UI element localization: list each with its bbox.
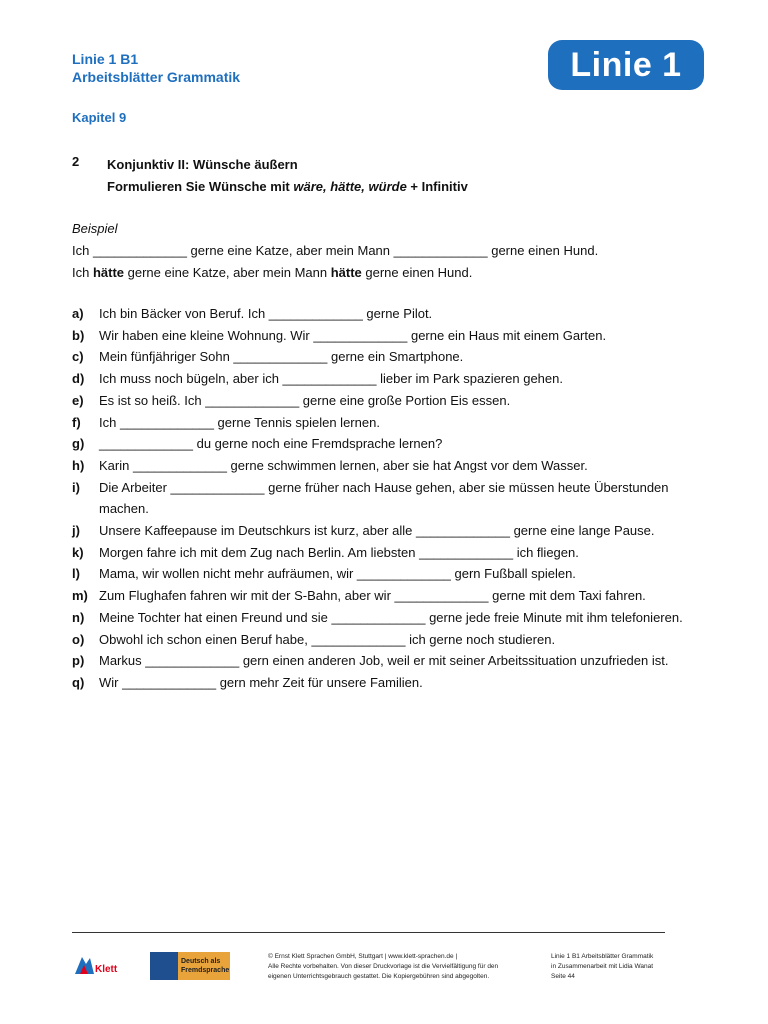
klett-logo — [72, 952, 124, 980]
exercise-item — [72, 650, 712, 672]
exercise-text: Unsere Kaffeepause im Deutschkurs ist kurz, aber alle _____________ gerne eine lange Pause. — [99, 523, 655, 539]
example-block — [72, 218, 598, 284]
example-solution — [72, 262, 598, 284]
exercise-text: Obwohl ich schon einen Beruf habe, _____________ ich gerne noch studieren. — [99, 631, 556, 647]
linie-1-logo: Linie 1 — [548, 40, 704, 90]
exercise-item — [72, 346, 712, 368]
exercise-text: Es ist so heiß. Ich _____________ gerne eine große Portion Eis essen. — [99, 392, 511, 408]
footer-book-info — [551, 952, 691, 982]
exercise-text: Meine Tochter hat einen Freund und sie _____________ gerne jede freie Minute mit ihm telefonieren. — [99, 609, 683, 625]
solution-verb: hätte — [92, 265, 125, 280]
task-instruction — [107, 176, 468, 198]
exercise-item — [72, 390, 712, 412]
exercise-list — [72, 303, 712, 694]
klett-wordmark: Klett — [95, 964, 118, 975]
exercise-letter: h) — [72, 457, 85, 473]
exercise-item — [72, 585, 712, 607]
exercise-text: _____________ du gerne noch eine Fremdsprache lernen? — [99, 436, 443, 452]
exercise-letter: b) — [72, 327, 85, 343]
exercise-letter: n) — [72, 609, 85, 625]
chapter-label: Kapitel 9 — [72, 110, 127, 125]
solution-text: gerne eine Katze, aber mein Mann — [124, 265, 331, 280]
task-heading — [107, 154, 468, 198]
exercise-text: Zum Flughafen fahren wir mit der S-Bahn, aber wir _____________ gerne mit dem Taxi fahren. — [99, 588, 646, 604]
exercise-letter: a) — [72, 306, 84, 321]
exercise-item — [72, 303, 712, 325]
exercise-item — [72, 433, 712, 455]
exercise-item — [72, 520, 712, 542]
exercise-item — [72, 563, 712, 585]
daf-logo — [150, 952, 230, 980]
copyright-line: © Ernst Klett Sprachen GmbH, Stuttgart | www.klett-sprachen.de | — [268, 953, 458, 960]
example-label: Beispiel — [72, 221, 118, 236]
exercise-letter: l) — [72, 566, 80, 582]
exercise-item — [72, 412, 712, 434]
daf-label: Deutsch als Fremdsprache — [181, 958, 230, 974]
page-number: Seite 44 — [551, 973, 575, 980]
exercise-text: Mein fünfjähriger Sohn _____________ gerne ein Smartphone. — [99, 349, 464, 365]
exercise-item — [72, 455, 712, 477]
exercise-letter: p) — [72, 653, 85, 669]
exercise-letter: g) — [72, 436, 85, 452]
exercise-item — [72, 477, 712, 520]
exercise-item — [72, 607, 712, 629]
copyright-notice — [268, 952, 528, 982]
footer-book-title: Linie 1 B1 Arbeitsblätter Grammatik — [551, 953, 654, 960]
task-number: 2 — [72, 154, 80, 169]
solution-text: gerne einen Hund. — [361, 265, 473, 280]
exercise-letter: m) — [72, 588, 88, 604]
exercise-item — [72, 672, 712, 694]
instruction-italic-words: wäre, hätte, würde — [293, 179, 407, 194]
exercise-letter: i) — [72, 479, 80, 495]
exercise-letter: j) — [72, 523, 80, 539]
document-header — [72, 50, 240, 86]
exercise-item — [72, 542, 712, 564]
exercise-text: Mama, wir wollen nicht mehr aufräumen, wir _____________ gern Fußball spielen. — [99, 566, 576, 582]
copyright-line: eigenen Unterrichtsgebrauch gestattet. Die Kopiergebühren sind abgegolten. — [268, 973, 490, 980]
exercise-text: Ich bin Bäcker von Beruf. Ich _____________ gerne Pilot. — [99, 306, 433, 321]
footer-coauthor: in Zusammenarbeit mit Lidia Wanat — [551, 963, 653, 970]
solution-verb: hätte — [330, 265, 362, 280]
exercise-letter: o) — [72, 631, 85, 647]
worksheet-title: Arbeitsblätter Grammatik — [72, 69, 241, 85]
copyright-line: Alle Rechte vorbehalten. Von dieser Druckvorlage ist die Vervielfältigung für den — [268, 963, 499, 970]
exercise-letter: q) — [72, 674, 85, 690]
exercise-text: Markus _____________ gern einen anderen Job, weil er mit seiner Arbeitssituation unzufrieden ist. — [99, 653, 669, 669]
exercise-text: Die Arbeiter _____________ gerne früher nach Hause gehen, aber sie müssen heute Überstunden machen. — [99, 479, 669, 517]
exercise-letter: d) — [72, 371, 85, 387]
exercise-text: Karin _____________ gerne schwimmen lernen, aber sie hat Angst vor dem Wasser. — [99, 457, 588, 473]
instruction-text-end: + Infinitiv — [406, 179, 468, 194]
exercise-text: Wir haben eine kleine Wohnung. Wir _____________ gerne ein Haus mit einem Garten. — [99, 327, 607, 343]
exercise-letter: e) — [72, 392, 84, 408]
exercise-text: Wir _____________ gern mehr Zeit für unsere Familien. — [99, 674, 423, 690]
exercise-item — [72, 368, 712, 390]
instruction-text: Formulieren Sie Wünsche mit — [107, 179, 294, 194]
exercise-text: Ich muss noch bügeln, aber ich _____________ lieber im Park spazieren gehen. — [99, 371, 563, 387]
exercise-letter: c) — [72, 349, 84, 365]
exercise-item — [72, 629, 712, 651]
example-gap-sentence: Ich _____________ gerne eine Katze, aber mein Mann _____________ gerne einen Hund. — [72, 243, 599, 258]
solution-text: Ich — [72, 265, 93, 280]
exercise-item — [72, 325, 712, 347]
task-title: Konjunktiv II: Wünsche äußern — [107, 157, 298, 172]
exercise-text: Morgen fahre ich mit dem Zug nach Berlin. Am liebsten _____________ ich fliegen. — [99, 544, 579, 560]
exercise-letter: f) — [72, 414, 81, 430]
footer-divider — [72, 932, 665, 933]
exercise-text: Ich _____________ gerne Tennis spielen lernen. — [99, 414, 380, 430]
exercise-letter: k) — [72, 544, 84, 560]
book-title: Linie 1 B1 — [72, 51, 139, 67]
